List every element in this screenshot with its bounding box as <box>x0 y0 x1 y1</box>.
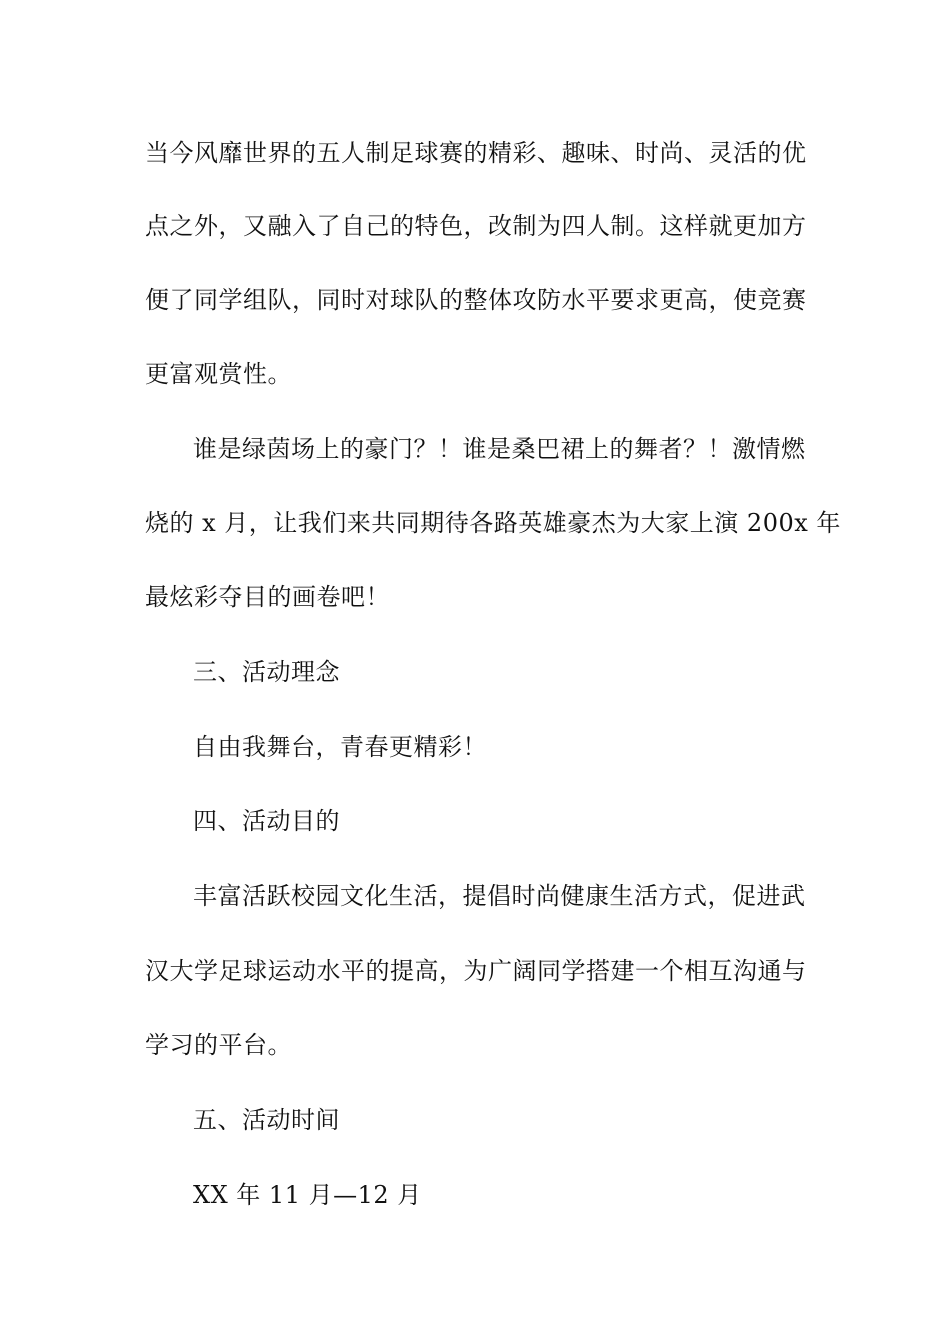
paragraph-line: 汉大学足球运动水平的提高，为广阔同学搭建一个相互沟通与 <box>145 957 807 985</box>
section-heading: 四、活动目的 <box>193 807 340 835</box>
paragraph-line: 更富观赏性。 <box>145 360 292 388</box>
paragraph-line: 便了同学组队，同时对球队的整体攻防水平要求更高，使竞赛 <box>145 286 807 314</box>
paragraph-line: 丰富活跃校园文化生活，提倡时尚健康生活方式，促进武 <box>193 882 806 910</box>
paragraph-line: 谁是绿茵场上的豪门？！谁是桑巴裙上的舞者？！激情燃 <box>193 435 806 463</box>
paragraph-line: 当今风靡世界的五人制足球赛的精彩、趣味、时尚、灵活的优 <box>145 139 807 167</box>
paragraph-line: XX 年 11 月—12 月 <box>193 1181 422 1209</box>
paragraph-line: 学习的平台。 <box>145 1031 292 1059</box>
paragraph-line: 最炫彩夺目的画卷吧！ <box>145 583 390 611</box>
section-heading: 三、活动理念 <box>193 658 340 686</box>
paragraph-line: 烧的 x 月，让我们来共同期待各路英雄豪杰为大家上演 200x 年 <box>145 509 841 537</box>
paragraph-line: 自由我舞台，青春更精彩！ <box>193 733 487 761</box>
section-heading: 五、活动时间 <box>193 1106 340 1134</box>
paragraph-line: 点之外，又融入了自己的特色，改制为四人制。这样就更加方 <box>145 212 807 240</box>
